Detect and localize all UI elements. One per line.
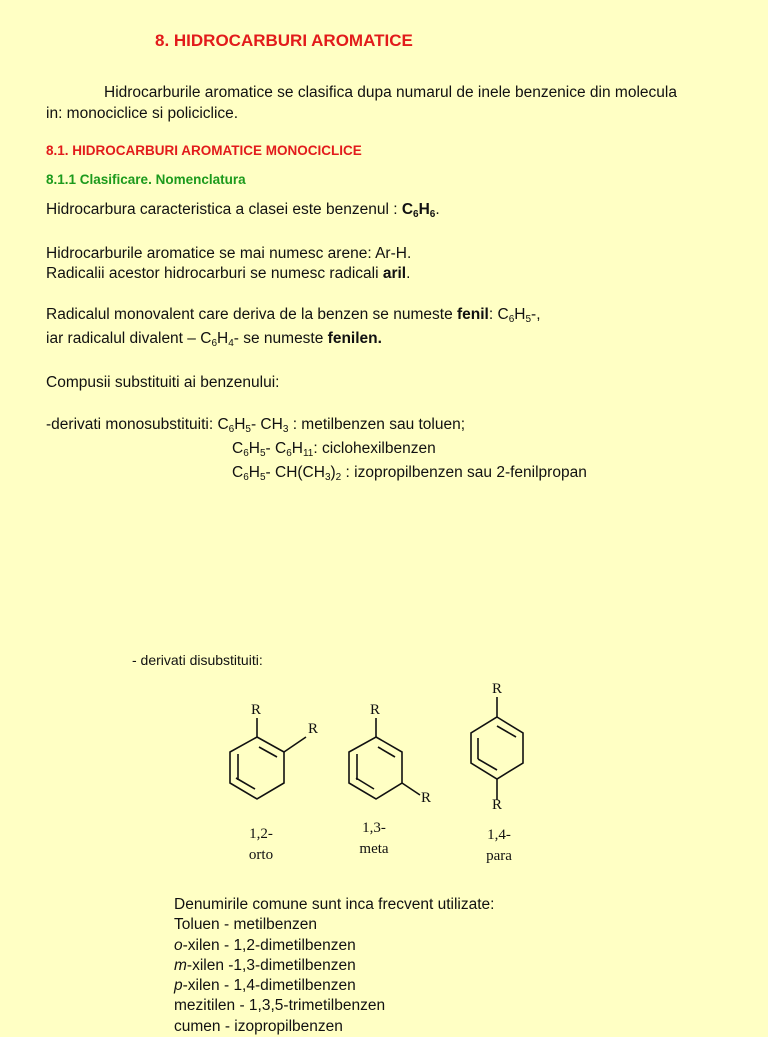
fenilen-line: iar radicalul divalent – $C_6H_4-$ se numeste fenilen.: [46, 330, 382, 349]
di-heading: - derivati disubstituiti:: [132, 652, 263, 668]
list-item: o-xilen - 1,2-dimetilbenzen: [174, 936, 356, 954]
meta-r-side: R: [421, 790, 432, 806]
label-para: 1,4- para: [486, 827, 512, 864]
list-item: m-xilen -1,3-dimetilbenzen: [174, 956, 356, 974]
para-r-top: R: [492, 681, 503, 697]
intro-paragraph: Hidrocarburile aromatice se clasifica dupa numarul de inele benzenice din molecula in: monociclice si policiclice.: [46, 84, 677, 122]
label-orto: 1,2- orto: [248, 826, 274, 863]
meta-benzene-ring: [349, 718, 420, 799]
page-title: 8. HIDROCARBURI AROMATICE: [155, 31, 413, 50]
para-r-bottom: R: [492, 797, 503, 813]
ortho-benzene-ring: [230, 718, 306, 799]
benzen-formula: $C_6H_6$: [401, 201, 436, 220]
meta-r-top: R: [370, 702, 381, 718]
ortho-r-side: R: [308, 721, 319, 737]
list-item: mezitilen - 1,3,5-trimetilbenzen: [174, 997, 386, 1015]
aril-line: Radicalii acestor hidrocarburi se numesc radicali aril.: [46, 265, 411, 282]
compusi-heading: Compusii substituiti ai benzenului:: [46, 374, 280, 391]
common-names-list: [174, 895, 494, 1037]
benzen-line: Hidrocarbura caracteristica a clasei este benzenul : $C_6H_6$.: [46, 201, 440, 220]
subsection-heading: 8.1.1 Clasificare. Nomenclatura: [46, 172, 246, 187]
mono-item-izopropilbenzen: $C_6H_5-$ $CH(CH_3)_2$ : izopropilbenzen sau 2-fenilpropan: [232, 464, 587, 483]
list-item: Toluen - metilbenzen: [174, 916, 318, 934]
ortho-r-top: R: [251, 702, 262, 718]
mono-item-ciclohexilbenzen: $C_6H_5-$ $C_6H_{11}$: ciclohexilbenzen: [232, 440, 436, 459]
list-item: p-xilen - 1,4-dimetilbenzen: [174, 977, 356, 995]
arene-line: Hidrocarburile aromatice se mai numesc arene: Ar-H.: [46, 245, 412, 262]
label-meta: 1,3- meta: [359, 820, 389, 857]
common-names-heading: Denumirile comune sunt inca frecvent utilizate:: [174, 896, 495, 913]
fenil-line: Radicalul monovalent care deriva de la benzen se numeste fenil: $C_6H_5-$,: [46, 306, 541, 325]
list-item: cumen - izopropilbenzen: [174, 1017, 343, 1035]
mono-item-toluen: -derivati monosubstituiti: $C_6H_5-$ $CH_3$ : metilbenzen sau toluen;: [46, 416, 466, 435]
section-heading: 8.1. HIDROCARBURI AROMATICE MONOCICLICE: [46, 143, 362, 158]
para-benzene-ring: [471, 697, 523, 800]
